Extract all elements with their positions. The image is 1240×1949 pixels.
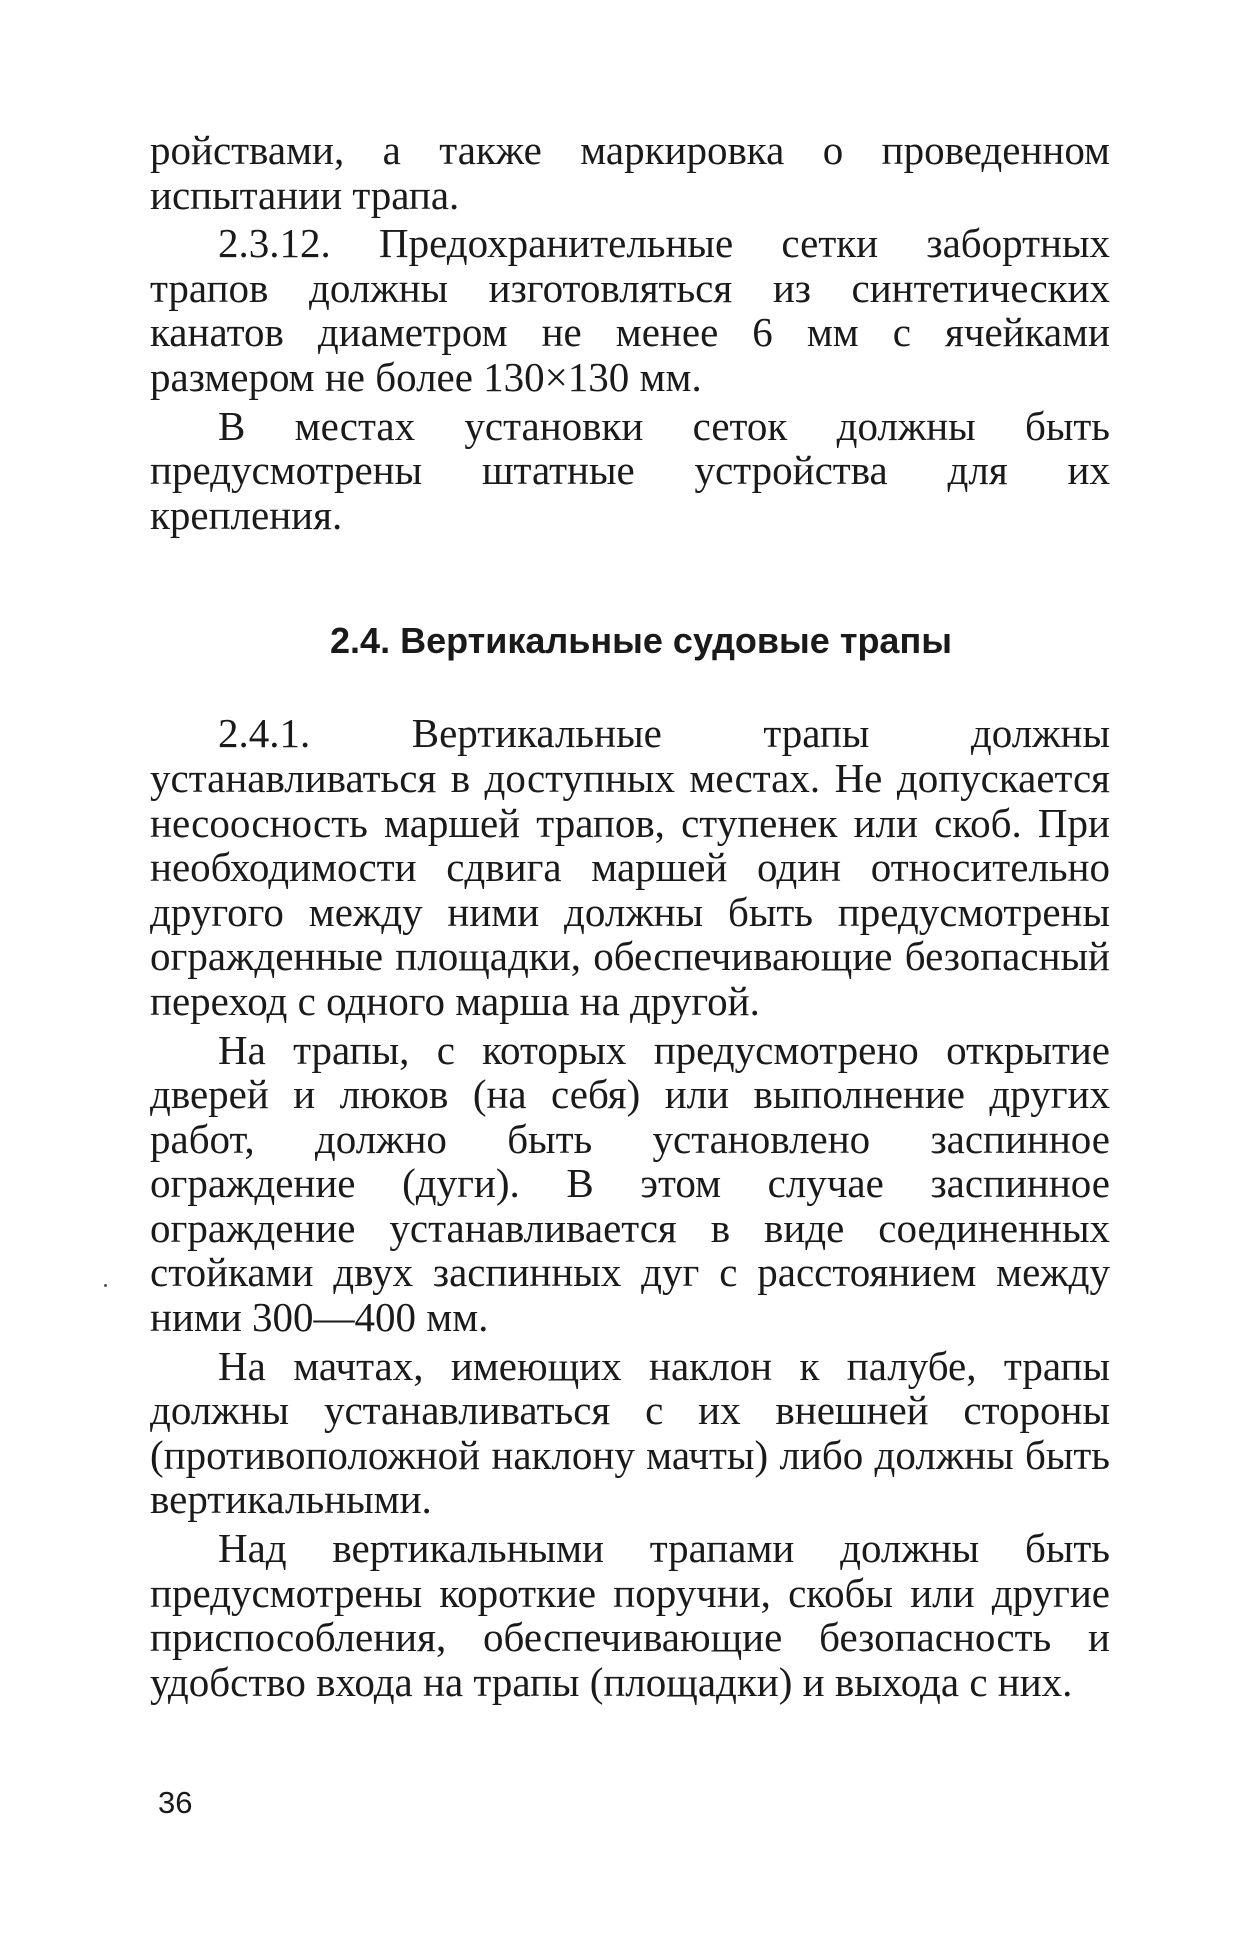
paragraph-nets-mounting: В местах установки сеток должны быть предусмотрены штатные устройства для их крепления. — [150, 402, 1110, 538]
paragraph-continuation: ройствами, а также маркировка о проведенном испытании трапа. — [150, 127, 1110, 218]
page-body — [150, 128, 1110, 1708]
paragraph-masts: На мачтах, имеющих наклон к палубе, трапы должны устанавливаться с их внешней стороны (противоположной наклону мачты) либо должны быть вертикальными. — [150, 1342, 1110, 1523]
paragraph-handrails: Над вертикальными трапами должны быть предусмотрены короткие поручни, скобы или другие приспособления, обеспечивающие безопасность и удобство входа на трапы (площадки) и выхода с них. — [150, 1525, 1110, 1705]
section-heading: 2.4. Вертикальные судовые трапы — [330, 620, 952, 662]
print-speck — [104, 1284, 107, 1287]
paragraph-back-guard: На трапы, с которых предусмотрено открытие дверей и люков (на себя) или выполнение других работ, должно быть установлено заспинное ограждение (дуги). В этом случае заспинное ограждение устанавливается в виде соединенных стойками двух заспинных дуг с расстоянием между ними 300—400 мм. — [150, 1026, 1110, 1341]
paragraph-2-3-12: 2.3.12. Предохранительные сетки забортных трапов должны изготовляться из синтетических канатов диаметром не менее 6 мм с ячейками размером не более 130×130 мм. — [150, 220, 1110, 400]
page-number: 36 — [158, 1785, 193, 1820]
paragraph-2-4-1: 2.4.1. Вертикальные трапы должны устанавливаться в доступных местах. Не допускается несоосность маршей трапов, ступенек или скоб. При необходимости сдвига маршей один относительно другого между ними должны быть предусмотрены огражденные площадки, обеспечивающие безопасный переход с одного марша на другой. — [150, 710, 1110, 1024]
